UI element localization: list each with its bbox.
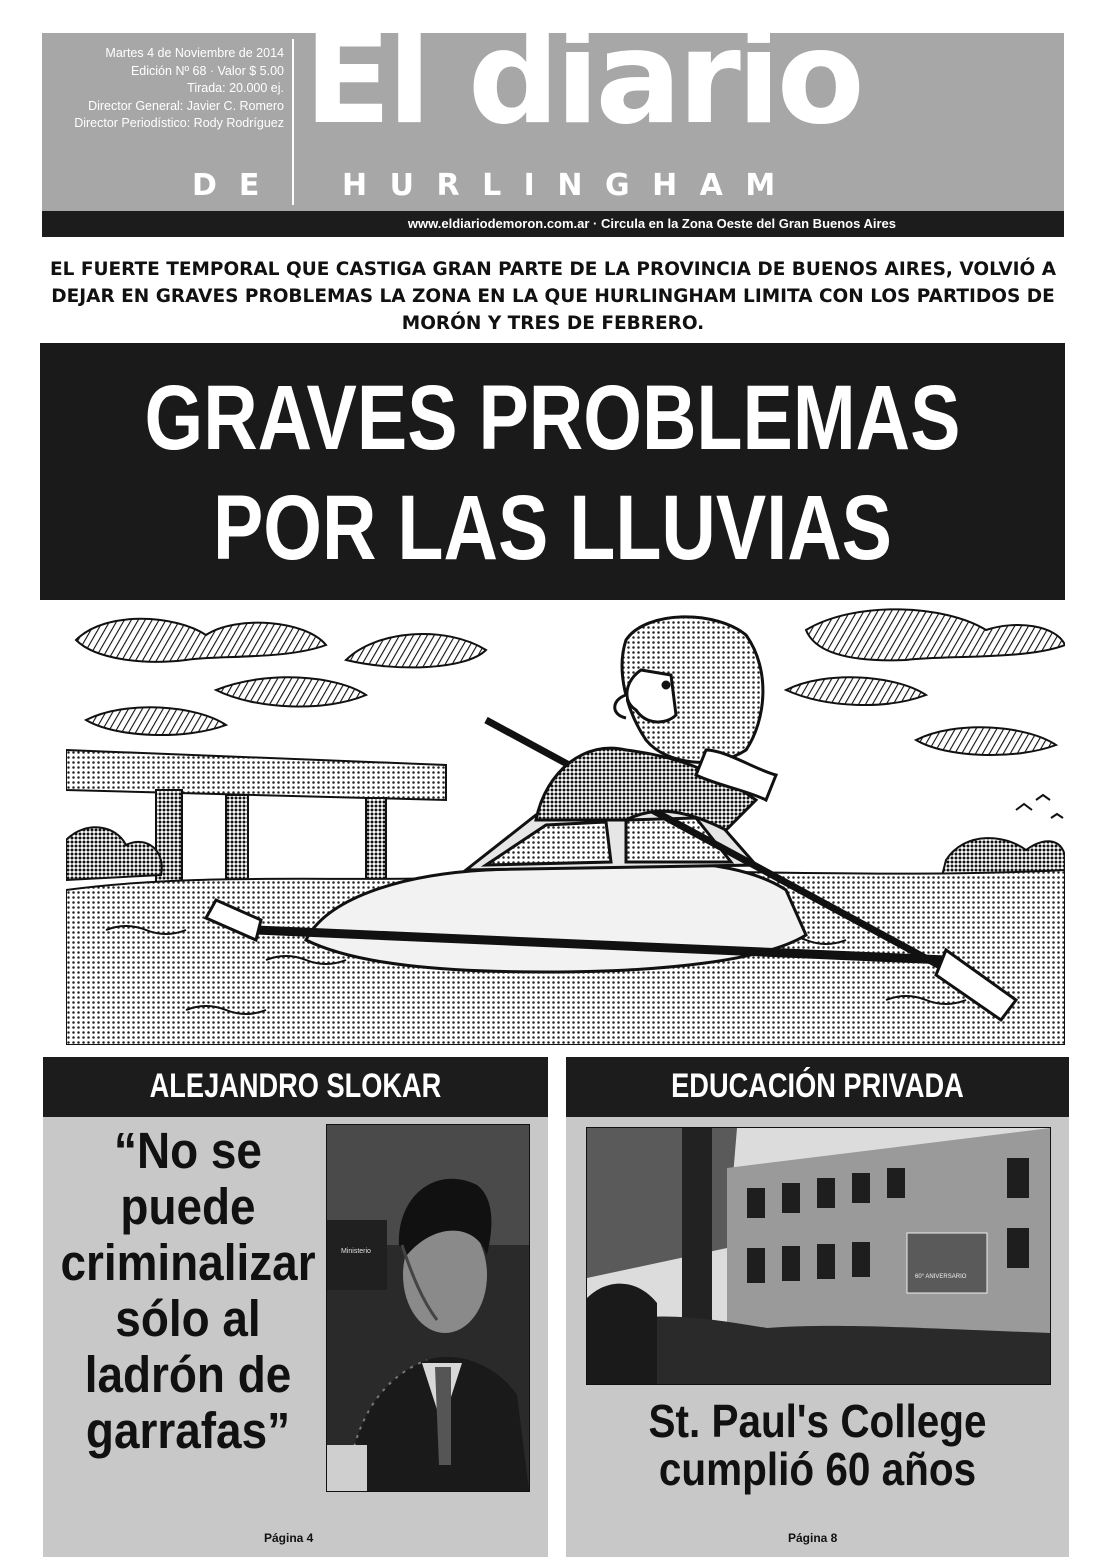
logo-de: DE <box>192 168 282 203</box>
edition-number-price: Edición Nº 68 · Valor $ 5.00 <box>130 63 284 78</box>
college-headline: St. Paul's College cumplió 60 años <box>648 1395 987 1495</box>
kicker: EL FUERTE TEMPORAL QUE CASTIGA GRAN PARTE DE LA PROVINCIA DE BUENOS AIRES, VOLVIÓ A DEJAR EN GRAVES PROBLEMAS LA ZONA EN LA QUE HURLINGHAM LIMITA CON LOS PARTIDOS DE MORÓN Y TRES DE FEBRERO. <box>49 259 1057 334</box>
headline-line-2: POR LAS LLUVIAS <box>212 477 892 579</box>
flood-cartoon <box>66 600 1065 1045</box>
birds <box>1016 795 1063 818</box>
anniversary-plaque: 60° ANIVERSARIO <box>915 1274 967 1280</box>
website-url: www.eldiariodemoron.com.ar · Circula en la Zona Oeste del Gran Buenos Aires <box>407 216 896 231</box>
slokar-page-ref: Página 4 <box>264 1531 314 1545</box>
slokar-section-header <box>43 1057 548 1117</box>
logo-place: HURLINGHAM <box>342 168 798 203</box>
college-photo <box>586 1127 1051 1385</box>
news-director: Director Periodístico: Rody Rodríguez <box>74 116 284 130</box>
slokar-section-title: ALEJANDRO SLOKAR <box>149 1067 442 1105</box>
main-headline <box>132 363 973 583</box>
edition-date: Martes 4 de Noviembre de 2014 <box>105 46 284 60</box>
newspaper-logo: El diario <box>304 4 861 153</box>
college-page-ref: Página 8 <box>788 1531 838 1545</box>
storm-clouds <box>76 609 1065 755</box>
bushes-left <box>66 827 162 880</box>
headline-box <box>40 343 1065 600</box>
slokar-quote: “No se puede criminalizar sólo al ladrón de garrafas” <box>60 1122 316 1459</box>
education-section-header <box>566 1057 1069 1117</box>
masthead <box>42 4 1064 211</box>
rower-figure <box>536 617 776 830</box>
edition-info <box>42 45 284 133</box>
general-director: Director General: Javier C. Romero <box>88 98 284 113</box>
slokar-photo <box>326 1124 530 1492</box>
headline-line-1: GRAVES PROBLEMAS <box>144 367 961 469</box>
url-bar <box>42 211 1064 237</box>
education-section-title: EDUCACIÓN PRIVADA <box>671 1067 964 1105</box>
education-panel <box>566 1057 1069 1557</box>
slokar-panel <box>43 1057 548 1557</box>
ministerio-sign: Ministerio <box>341 1248 371 1255</box>
print-run: Tirada: 20.000 ej. <box>187 81 284 95</box>
masthead-divider <box>292 39 294 205</box>
